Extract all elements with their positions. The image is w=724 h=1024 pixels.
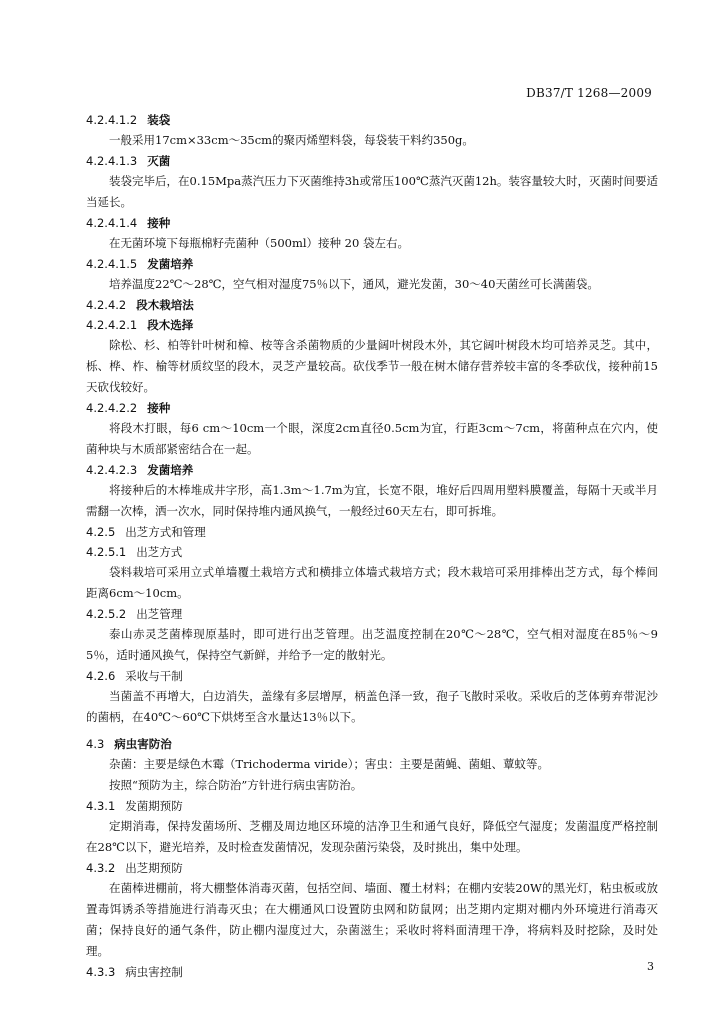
section-heading [86,796,658,816]
document-code: DB37/T 1268—2009 [526,86,652,100]
section-heading [86,666,658,686]
section-heading [86,398,658,418]
paragraph: 在菌棒进棚前，将大棚整体消毒灭菌，包括空间、墙面、覆土材料；在棚内安装20W的黑光灯，粘虫板或放置毒饵诱杀等措施进行消毒灭虫；在大棚通风口设置防虫网和防鼠网；出芝期内定期对棚内外环境进行消毒灭菌；保持良好的通气条件，防止棚内湿度过大，杂菌滋生；采收时将料面清理干净，将病料及时挖除，及时处理。 [86,881,658,958]
section-heading [86,110,658,130]
section-title: 发菌培养 [147,463,194,477]
section-heading [86,858,658,878]
section-number: 4.2.4.2.1 [86,318,138,332]
section-title: 装袋 [147,113,171,127]
paragraph: 泰山赤灵芝菌棒现原基时，即可进行出芝管理。出芝温度控制在20℃～28℃，空气相对湿度在85％～95％，适时通风换气，保持空气新鲜，并给予一定的散射光。 [86,627,658,662]
section-heading [86,522,658,542]
paragraph: 装袋完毕后，在0.15Mpa蒸汽压力下灭菌维持3h或常压100℃蒸汽灭菌12h。装容量较大时，灭菌时间要适当延长。 [86,174,658,209]
section-heading [86,604,658,624]
section-title: 段木栽培法 [136,298,194,312]
paragraph: 按照“预防为主，综合防治”方针进行病虫害防治。 [109,778,363,792]
paragraph: 杂菌：主要是绿色木霉（Trichoderma viride）；害虫：主要是菌蝇、菌蛆、蕈蚊等。 [109,757,549,771]
section-heading [86,295,658,315]
paragraph: 一般采用17cm×33cm～35cm的聚丙烯塑料袋，每袋装干料约350g。 [109,133,474,147]
paragraph: 培养温度22℃～28℃，空气相对湿度75％以下，通风，避光发菌，30～40天菌丝可长满菌袋。 [109,277,599,291]
section-heading [86,213,658,233]
section-number: 4.2.4.1.2 [86,113,138,127]
section-number: 4.3 [86,737,105,751]
section-heading [86,460,658,480]
section-heading [86,254,658,274]
section-title: 病虫害防治 [114,737,172,751]
document-body [86,110,658,982]
section-number: 4.3.1 [86,799,116,813]
paragraph: 定期消毒，保持发菌场所、芝棚及周边地区环境的洁净卫生和通气良好，降低空气湿度；发菌温度严格控制在28℃以下，避光培养，及时检查发菌情况，发现杂菌污染袋，及时挑出，集中处理。 [86,819,658,854]
paragraph: 将接种后的木棒堆成井字形，高1.3m～1.7m为宜，长宽不限，堆好后四周用塑料膜覆盖，每隔十天或半月需翻一次棒，洒一次水，同时保持堆内通风换气，一般经过60天左右，即可拆堆。 [86,483,658,518]
section-number: 4.2.5.2 [86,607,127,621]
section-title: 出芝方式和管理 [125,525,206,539]
section-number: 4.2.4.1.3 [86,154,138,168]
section-heading [86,962,658,982]
section-number: 4.2.4.2.2 [86,401,138,415]
section-number: 4.2.5 [86,525,116,539]
section-heading [86,734,658,754]
section-heading [86,151,658,171]
paragraph: 在无菌环境下每瓶棉籽壳菌种（500ml）接种 20 袋左右。 [109,236,409,250]
section-number: 4.2.4.2.3 [86,463,138,477]
section-title: 出芝方式 [136,545,183,559]
section-title: 灭菌 [147,154,171,168]
section-heading [86,315,658,335]
section-number: 4.3.2 [86,861,116,875]
section-number: 4.2.6 [86,669,116,683]
section-number: 4.2.4.1.4 [86,216,138,230]
section-title: 接种 [147,216,171,230]
section-number: 4.2.4.2 [86,298,127,312]
paragraph: 将段木打眼，每6 cm～10cm一个眼，深度2cm直径0.5cm为宜，行距3cm～7cm，将菌种点在穴内，使菌种块与木质部紧密结合在一起。 [86,421,658,456]
section-title: 段木选择 [147,318,194,332]
section-number: 4.3.3 [86,965,116,979]
section-title: 采收与干制 [125,669,183,683]
paragraph: 袋料栽培可采用立式单墙覆土栽培方式和横排立体墙式栽培方式；段木栽培可采用排棒出芝方式，每个棒间距离6cm～10cm。 [86,565,658,600]
section-title: 出芝管理 [136,607,183,621]
section-number: 4.2.4.1.5 [86,257,138,271]
paragraph: 当菌盖不再增大，白边消失，盖缘有多层增厚，柄盖色泽一致，孢子飞散时采收。采收后的芝体剪弃带泥沙的菌柄，在40℃～60℃下烘烤至含水量达13％以下。 [86,689,658,724]
section-number: 4.2.5.1 [86,545,127,559]
section-title: 出芝期预防 [125,861,183,875]
section-heading [86,542,658,562]
paragraph: 除松、杉、柏等针叶树和樟、桉等含杀菌物质的少量阔叶树段木外，其它阔叶树段木均可培养灵芝。其中，栎、桦、柞、榆等材质纹坚的段木，灵芝产量较高。砍伐季节一般在树木储存营养较丰富的冬季砍伐，接种前15天砍伐较好。 [86,338,658,394]
section-title: 发菌培养 [147,257,194,271]
section-title: 发菌期预防 [125,799,183,813]
page-number: 3 [647,960,654,973]
section-title: 病虫害控制 [125,965,183,979]
section-title: 接种 [147,401,171,415]
